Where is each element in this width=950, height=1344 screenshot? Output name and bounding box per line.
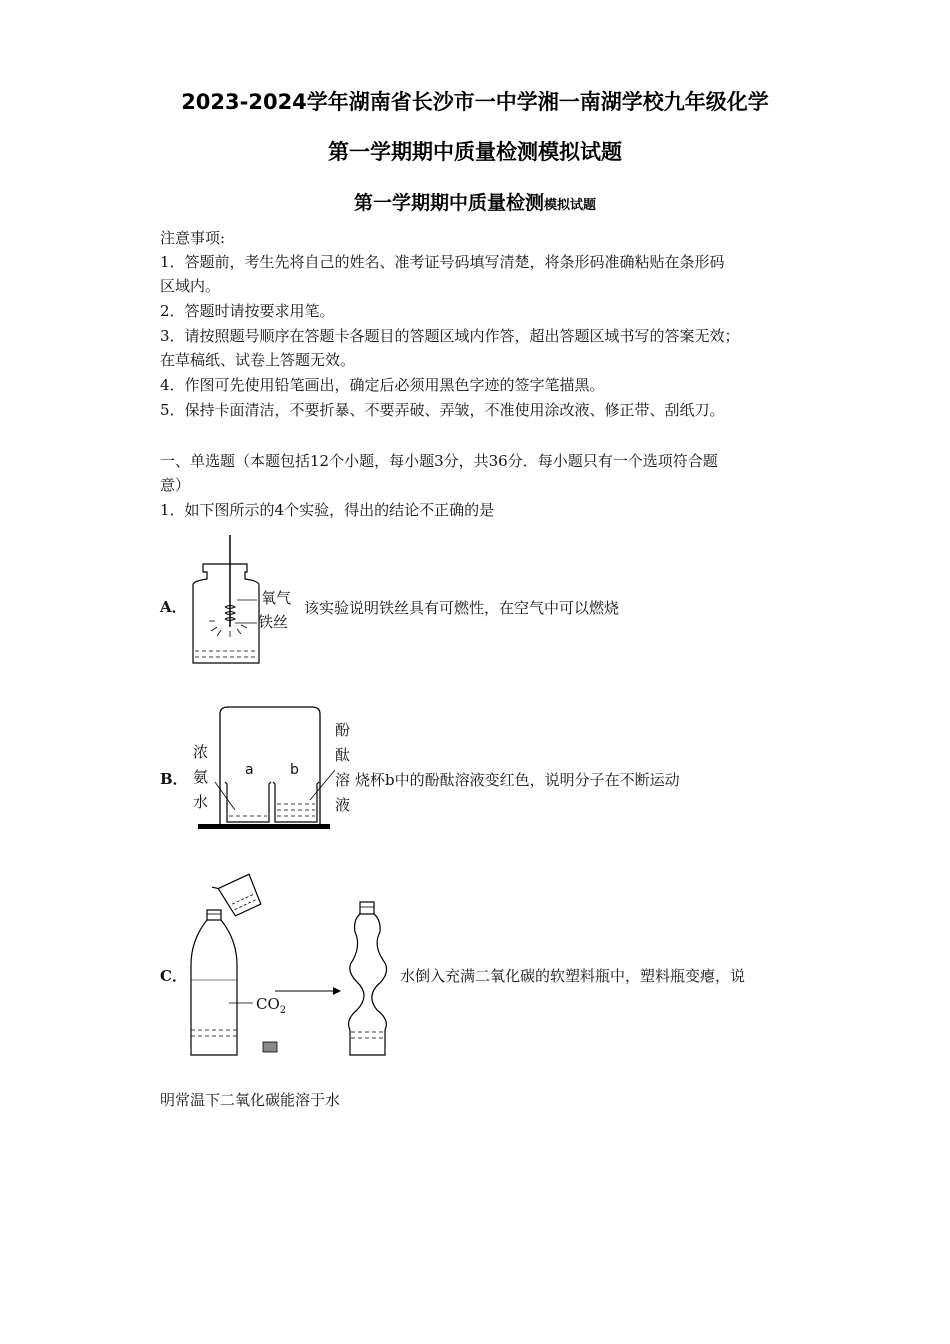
- notice-line: 区域内。: [160, 277, 221, 295]
- option-c-text: 水倒入充满二氧化碳的软塑料瓶中，塑料瓶变瘪，说: [400, 967, 746, 985]
- label-phenolphthalein-char: 液: [335, 796, 351, 814]
- label-co2-text: CO: [256, 995, 280, 1013]
- page-title: 2023-2024学年湖南省长沙市一中学湘一南湖学校九年级化学: [181, 90, 769, 114]
- label-co2-subscript: 2: [279, 1005, 287, 1016]
- option-a-text: 该实验说明铁丝具有可燃性，在空气中可以燃烧: [304, 599, 620, 617]
- option-c-text-cont: 明常温下二氧化碳能溶于水: [160, 1091, 341, 1109]
- notice-line: 3．请按照题号顺序在答题卡各题目的答题区域内作答，超出答题区域书写的答案无效；: [160, 327, 740, 345]
- page-subtitle: [0, 188, 950, 215]
- label-co2: [256, 997, 286, 1016]
- notice-line: 1．答题前，考生先将自己的姓名、准考证号码填写清楚，将条形码准确粘贴在条形码: [160, 253, 725, 271]
- option-b-label: B．: [160, 770, 188, 788]
- label-beaker-b: b: [290, 762, 299, 778]
- section-heading: 一、单选题（本题包括12个小题，每小题3分，共36分．每小题只有一个选项符合题: [160, 452, 718, 470]
- label-phenolphthalein-char: 酞: [335, 746, 351, 764]
- subtitle-main: 第一学期期中质量检测: [353, 192, 544, 214]
- ammonia-phenolphthalein-figure: [195, 700, 335, 835]
- notice-line: 2．答题时请按要求用笔。: [160, 302, 335, 320]
- label-iron-wire: 铁丝: [258, 613, 289, 631]
- label-strong-ammonia-char: 水: [193, 793, 209, 811]
- notice-line: 在草稿纸、试卷上答题无效。: [160, 351, 356, 369]
- notice-heading: 注意事项:: [160, 229, 226, 247]
- page-title-line2: 第一学期期中质量检测模拟试题: [328, 140, 622, 164]
- section-heading-cont: 意）: [160, 476, 191, 494]
- notice-line: 4．作图可先使用铅笔画出，确定后必须用黑色字迹的签字笔描黑。: [160, 376, 605, 394]
- label-strong-ammonia-char: 浓: [193, 743, 209, 761]
- option-c-label: C．: [160, 967, 187, 985]
- label-phenolphthalein-char: 酚: [335, 721, 351, 739]
- option-a-label: A．: [160, 598, 187, 616]
- option-b-text: 烧杯b中的酚酞溶液变红色，说明分子在不断运动: [355, 771, 680, 789]
- question-1-stem: 1．如下图所示的4个实验，得出的结论不正确的是: [160, 501, 495, 519]
- label-beaker-a: a: [245, 762, 254, 778]
- notice-line: 5．保持卡面清洁，不要折暴、不要弄破、弄皱，不准使用涂改液、修正带、刮纸刀。: [160, 401, 725, 419]
- label-oxygen: 氧气: [261, 589, 292, 607]
- label-phenolphthalein-char: 溶: [335, 771, 351, 789]
- co2-bottle-figure: [185, 870, 405, 1060]
- label-strong-ammonia-char: 氨: [193, 768, 209, 786]
- subtitle-small: 模拟试题: [544, 198, 597, 213]
